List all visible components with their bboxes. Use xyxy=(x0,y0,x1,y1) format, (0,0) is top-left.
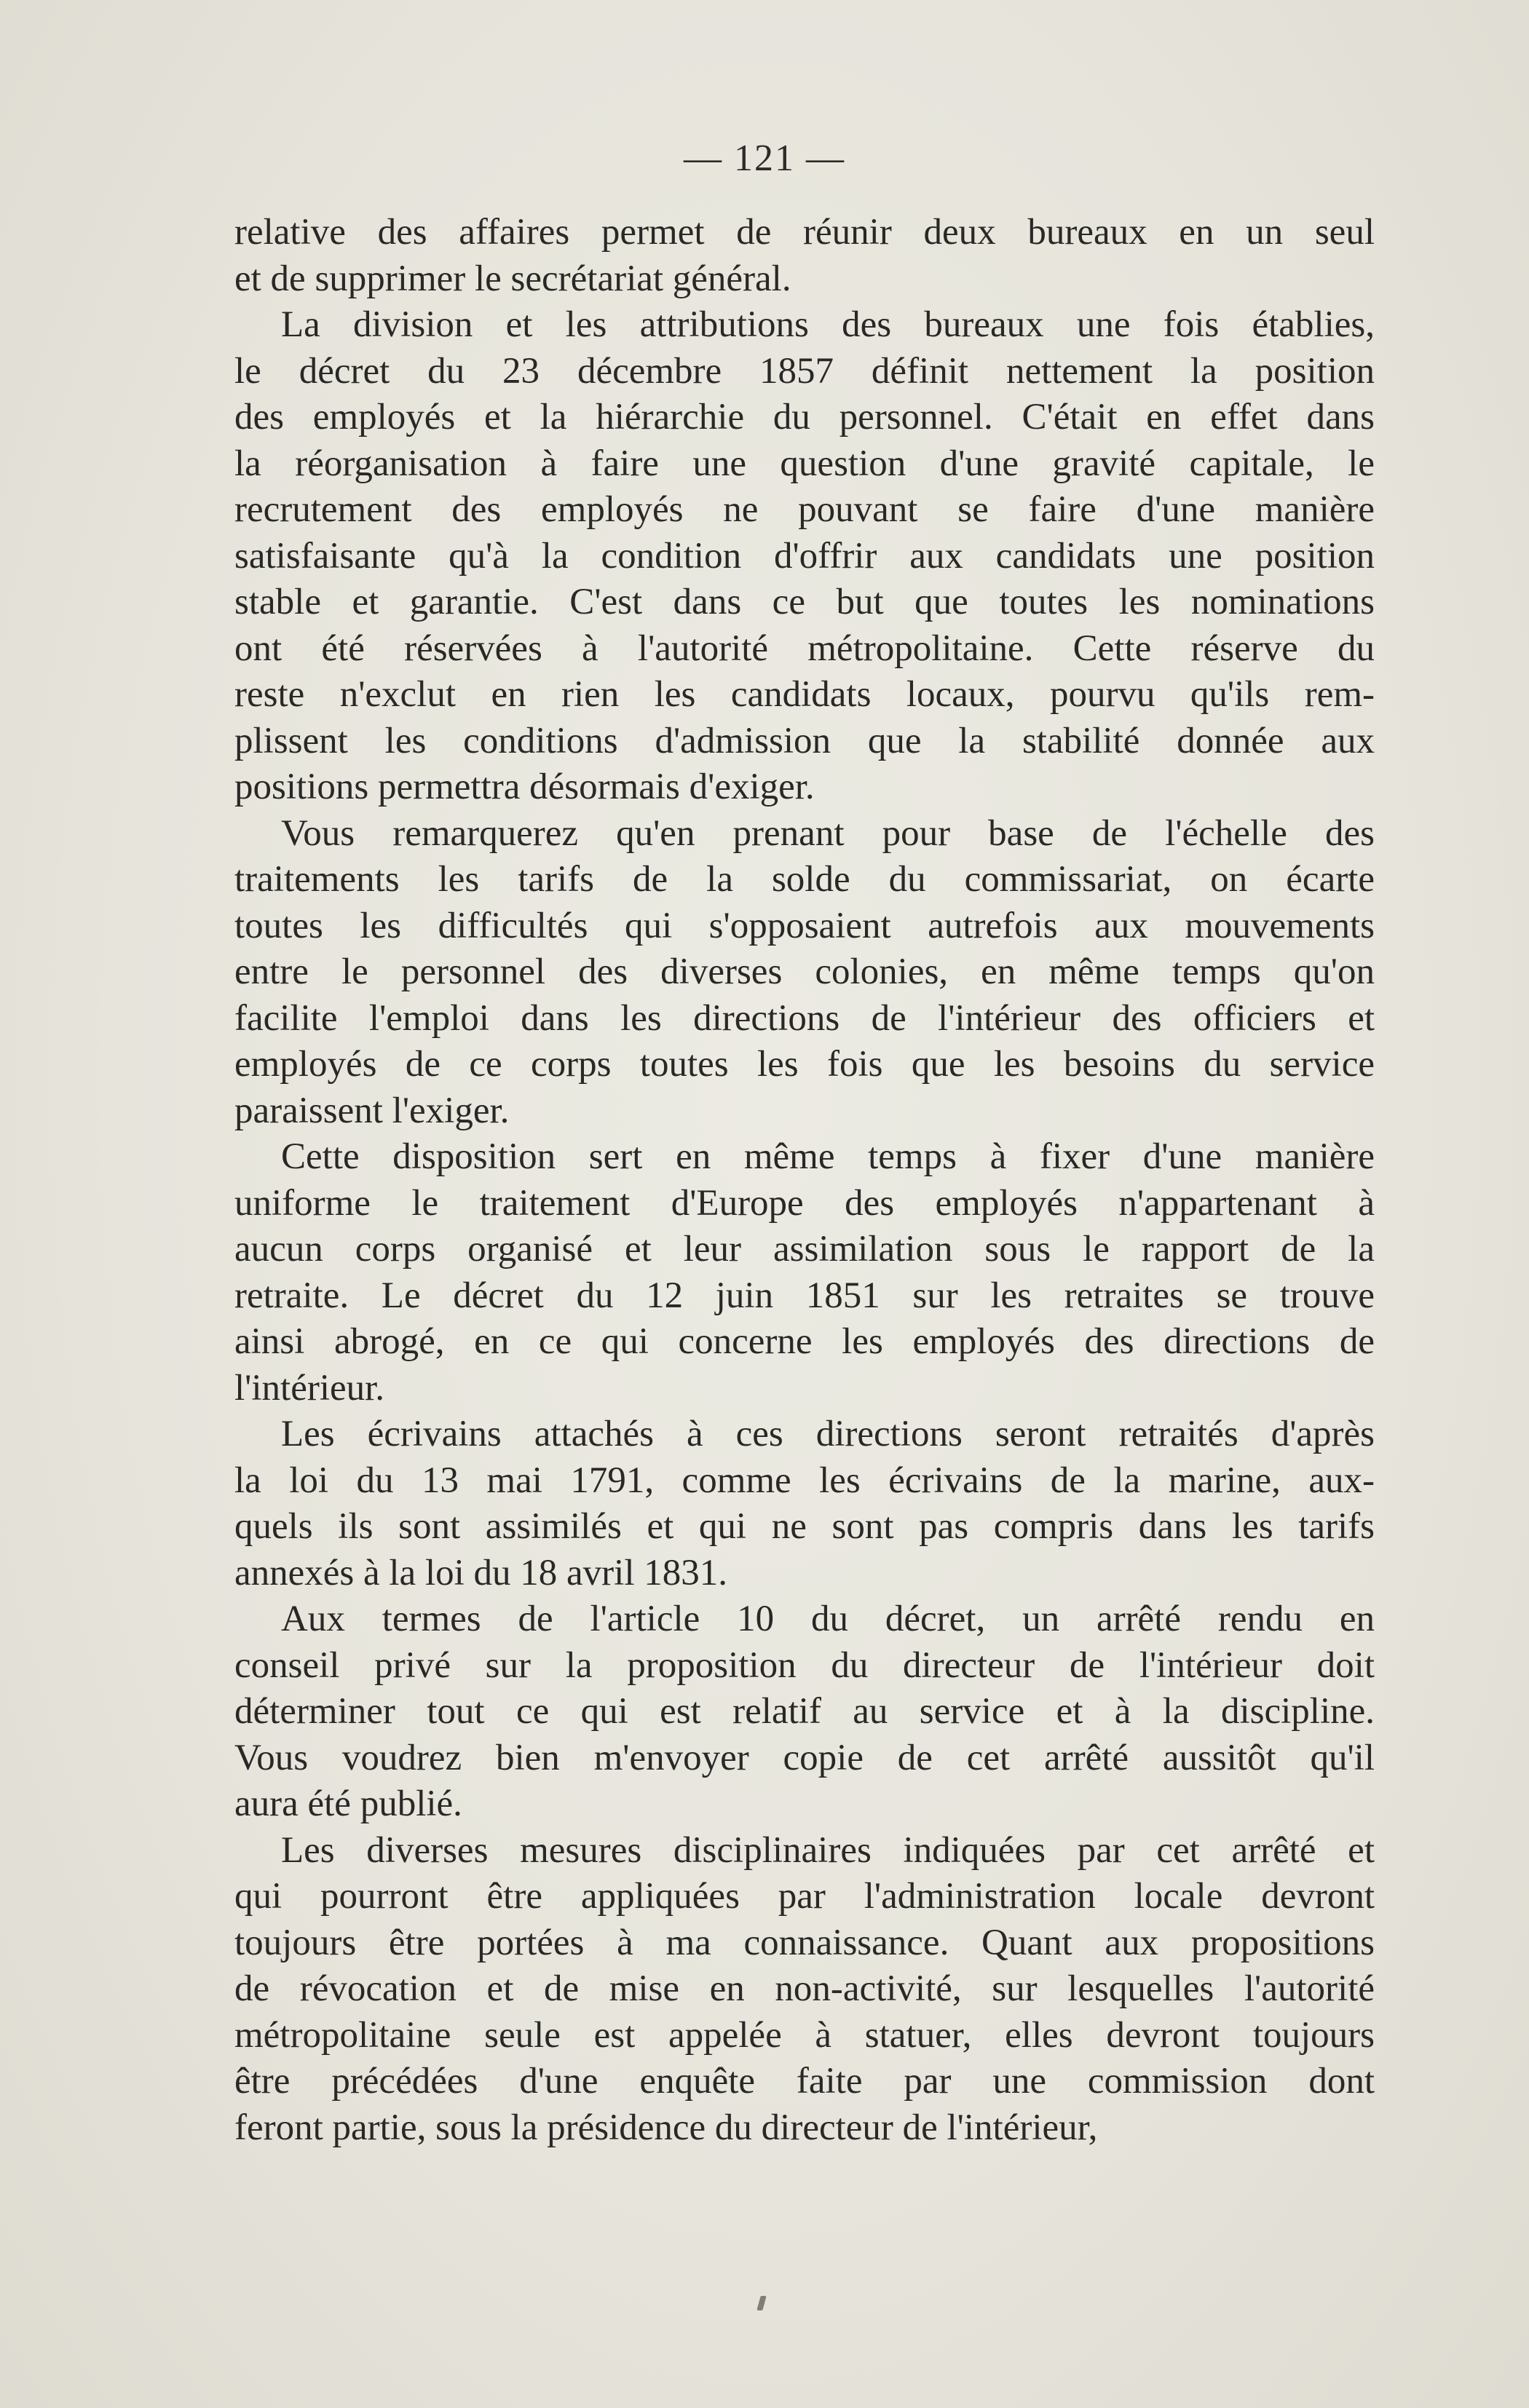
text-line: ont été réservées à l'autorité métropolitaine. Cette réserve du xyxy=(234,627,1375,669)
text-line: conseil privé sur la proposition du directeur de l'intérieur doit xyxy=(234,1644,1375,1686)
text-line: aucun corps organisé et leur assimilation sous le rapport de la xyxy=(234,1229,1375,1270)
text-line: l'intérieur. xyxy=(234,1367,385,1409)
text-line: retraite. Le décret du 12 juin 1851 sur les retraites se trouve xyxy=(234,1275,1375,1316)
text-line: uniforme le traitement d'Europe des employés n'appartenant à xyxy=(234,1182,1375,1224)
text-line: positions permettra désormais d'exiger. xyxy=(234,767,815,807)
text-line: Les diverses mesures disciplinaires indiquées par cet arrêté et xyxy=(281,1829,1375,1871)
text-line: la réorganisation à faire une question d'une gravité capitale, le xyxy=(234,443,1375,484)
text-line: le décret du 23 décembre 1857 définit nettement la position xyxy=(234,350,1375,392)
text-line: Vous voudrez bien m'envoyer copie de cet arrêté aussitôt qu'il xyxy=(234,1737,1375,1778)
text-line: déterminer tout ce qui est relatif au service et à la discipline. xyxy=(234,1691,1375,1732)
text-line: recrutement des employés ne pouvant se faire d'une manière xyxy=(234,489,1375,530)
text-line: satisfaisante qu'à la condition d'offrir aux candidats une position xyxy=(234,535,1375,577)
text-line: aura été publié. xyxy=(234,1783,462,1824)
text-line: Aux termes de l'article 10 du décret, un arrêté rendu en xyxy=(281,1599,1375,1639)
text-line: et de supprimer le secrétariat général. xyxy=(234,258,791,299)
text-line: quels ils sont assimilés et qui ne sont pas compris dans les tarifs xyxy=(234,1506,1375,1547)
text-line: Vous remarquerez qu'en prenant pour base de l'échelle des xyxy=(281,812,1375,854)
page-number: — 121 — xyxy=(684,138,845,179)
text-line: toutes les difficultés qui s'opposaient autrefois aux mouvements xyxy=(234,905,1375,946)
text-line: ainsi abrogé, en ce qui concerne les employés des directions de xyxy=(234,1321,1375,1362)
text-line: de révocation et de mise en non-activité, sur lesquelles l'autorité xyxy=(234,1968,1375,2009)
text-line: stable et garantie. C'est dans ce but que toutes les nominations xyxy=(234,582,1375,622)
text-line: traitements les tarifs de la solde du commissariat, on écarte xyxy=(234,859,1375,900)
text-line: entre le personnel des diverses colonies, en même temps qu'on xyxy=(234,951,1375,992)
text-line: Les écrivains attachés à ces directions seront retraités d'après xyxy=(281,1414,1375,1454)
text-line: La division et les attributions des bureaux une fois établies, xyxy=(281,304,1375,345)
text-line: annexés à la loi du 18 avril 1831. xyxy=(234,1552,727,1593)
text-line: toujours être portées à ma connaissance. Quant aux propositions xyxy=(234,1922,1375,1963)
text-line: la loi du 13 mai 1791, comme les écrivains de la marine, aux- xyxy=(234,1460,1375,1501)
text-line: relative des affaires permet de réunir deux bureaux en un seul xyxy=(234,212,1375,253)
text-line: plissent les conditions d'admission que la stabilité donnée aux xyxy=(234,720,1375,761)
text-line: paraissent l'exiger. xyxy=(234,1090,510,1131)
text-line: Cette disposition sert en même temps à fixer d'une manière xyxy=(281,1136,1375,1177)
text-line: facilite l'emploi dans les directions de l'intérieur des officiers et xyxy=(234,997,1375,1039)
text-line: métropolitaine seule est appelée à statuer, elles devront toujours xyxy=(234,2014,1375,2056)
text-line: des employés et la hiérarchie du personnel. C'était en effet dans xyxy=(234,397,1375,437)
text-line: qui pourront être appliquées par l'administration locale devront xyxy=(234,1876,1375,1917)
body-text xyxy=(234,210,1375,2151)
ink-mark xyxy=(756,2296,766,2310)
text-line: feront partie, sous la présidence du directeur de l'intérieur, xyxy=(234,2107,1098,2148)
text-line: être précédées d'une enquête faite par une commission dont xyxy=(234,2061,1375,2102)
text-line: reste n'exclut en rien les candidats locaux, pourvu qu'ils rem- xyxy=(234,674,1375,715)
text-line: employés de ce corps toutes les fois que les besoins du service xyxy=(234,1044,1375,1085)
